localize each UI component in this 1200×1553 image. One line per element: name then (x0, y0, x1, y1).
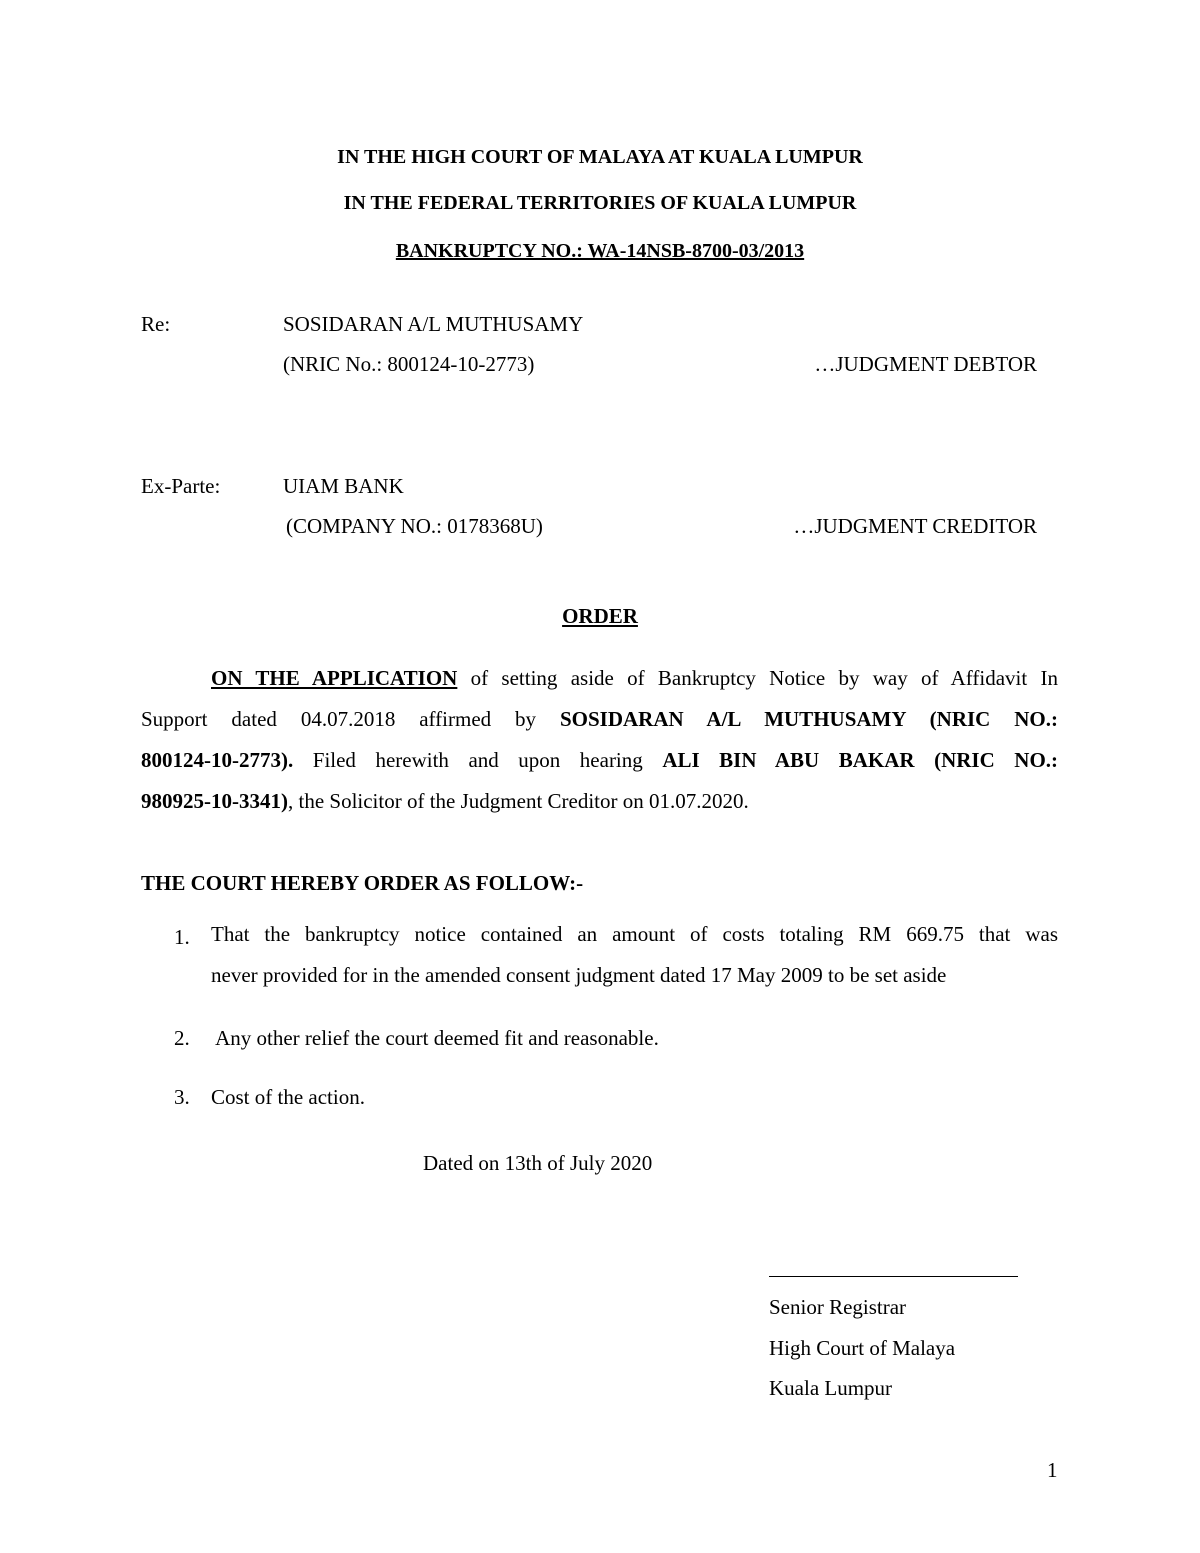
creditor-id: (COMPANY NO.: 0178368U) (286, 514, 543, 538)
debtor-name: SOSIDARAN A/L MUTHUSAMY (283, 312, 584, 336)
debtor-role: …JUDGMENT DEBTOR (814, 352, 1037, 376)
list-item-text: never provided for in the amended consent judgment dated 17 May 2009 to be set aside (211, 963, 947, 987)
list-item-text: That the bankruptcy notice contained an amount of costs totaling RM 669.75 that was (211, 922, 1058, 946)
application-text-3: Filed herewith and upon hearing (312, 748, 643, 772)
applicant-name: SOSIDARAN A/L MUTHUSAMY (NRIC NO.: (559, 707, 1058, 731)
solicitor-nric: 980925-10-3341) (141, 789, 288, 813)
applicant-nric: 800124-10-2773). (141, 748, 294, 772)
solicitor-name: ALI BIN ABU BAKAR (NRIC NO.: (662, 748, 1059, 772)
list-item-number: 1. (174, 925, 190, 949)
exparte-label: Ex-Parte: (141, 474, 221, 498)
list-item-text: Cost of the action. (211, 1085, 365, 1109)
page-number: 1 (1047, 1458, 1058, 1482)
application-text-1: of setting aside of Bankruptcy Notice by way of Affidavit In (470, 666, 1059, 690)
list-item-number: 3. (174, 1085, 190, 1109)
creditor-name: UIAM BANK (283, 474, 404, 498)
application-paragraph (141, 658, 1058, 822)
case-number: BANKRUPTCY NO.: WA-14NSB-8700-03/2013 (395, 240, 805, 262)
application-text-2: Support dated 04.07.2018 affirmed by (141, 707, 537, 731)
territory-title: IN THE FEDERAL TERRITORIES OF KUALA LUMPUR (343, 192, 857, 214)
court-order-heading: THE COURT HEREBY ORDER AS FOLLOW:- (141, 871, 584, 895)
application-text-4: , the Solicitor of the Judgment Creditor on 01.07.2020. (287, 789, 749, 813)
re-label: Re: (141, 312, 171, 336)
signatory-location: Kuala Lumpur (769, 1376, 893, 1400)
signatory-title: Senior Registrar (769, 1295, 907, 1319)
dated-line: Dated on 13th of July 2020 (423, 1151, 653, 1175)
signatory-court: High Court of Malaya (769, 1336, 956, 1360)
debtor-id: (NRIC No.: 800124-10-2773) (283, 352, 535, 376)
court-title: IN THE HIGH COURT OF MALAYA AT KUALA LUMPUR (337, 146, 863, 168)
list-item-number: 2. (174, 1026, 190, 1050)
signature-line (769, 1276, 1018, 1277)
list-item-text: Any other relief the court deemed fit and reasonable. (211, 1026, 659, 1050)
order-title: ORDER (562, 604, 638, 628)
application-lead: ON THE APPLICATION (211, 666, 458, 690)
creditor-role: …JUDGMENT CREDITOR (793, 514, 1037, 538)
list-item (211, 914, 1058, 996)
